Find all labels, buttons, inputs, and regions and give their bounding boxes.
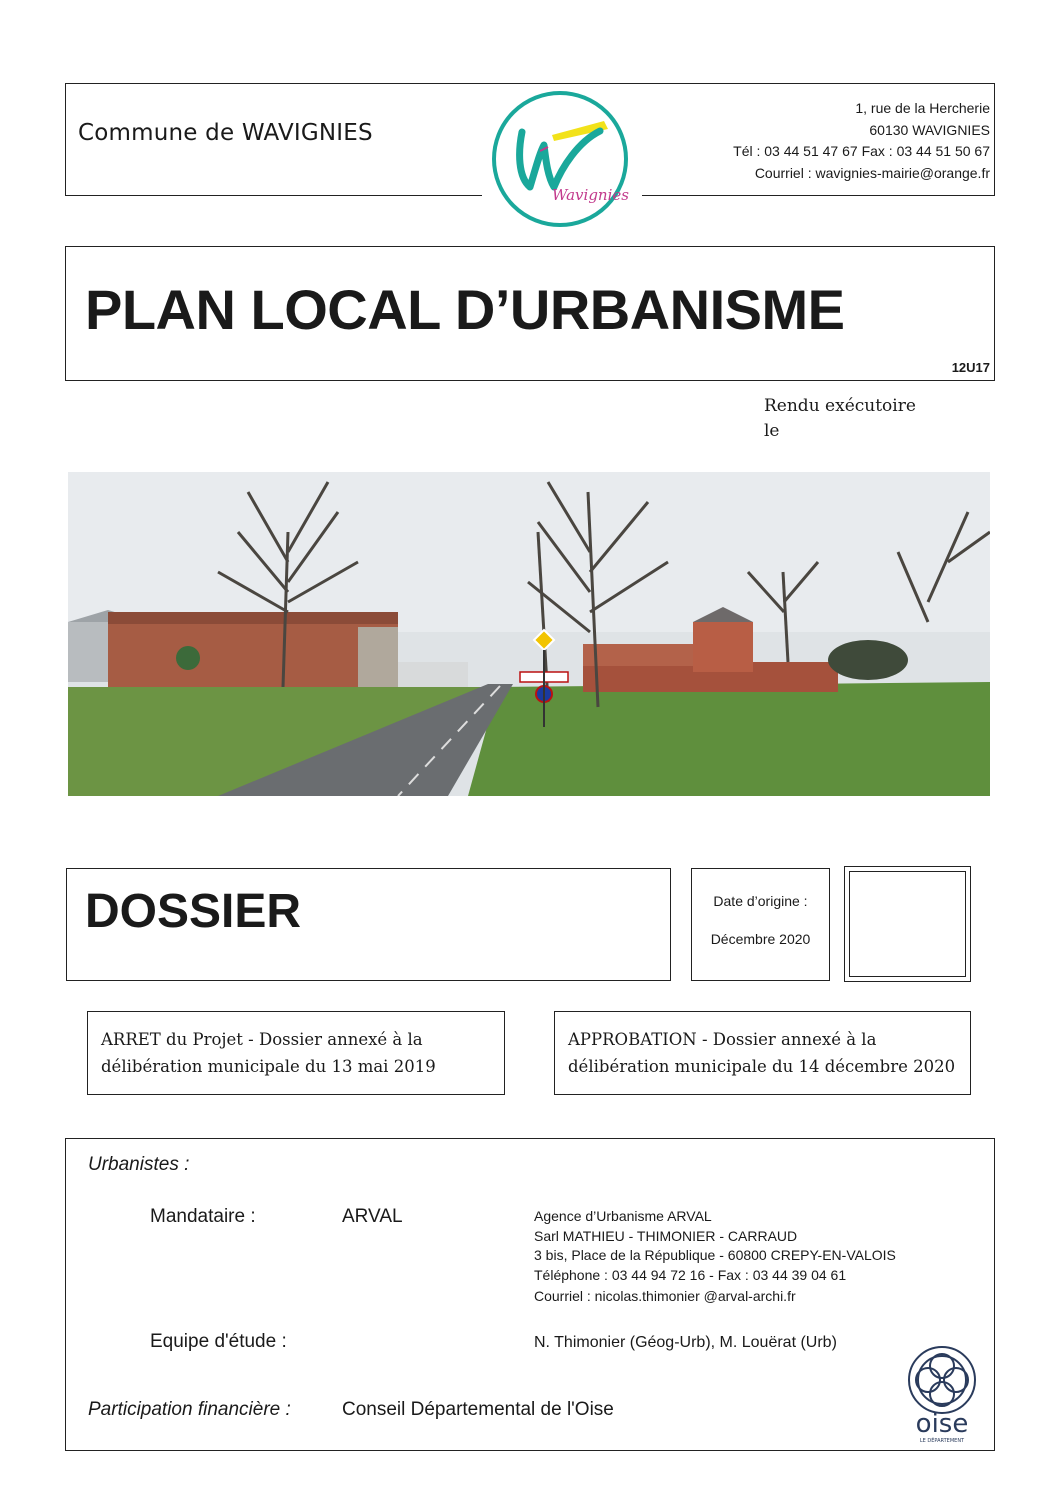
arret-line: délibération municipale du 13 mai 2019 xyxy=(101,1057,436,1076)
oise-logo-text: oise xyxy=(915,1409,969,1439)
approbation-line: APPROBATION - Dossier annexé à la xyxy=(568,1030,877,1049)
document-code: 12U17 xyxy=(951,360,990,375)
date-origine-box xyxy=(691,868,830,981)
mandataire-label: Mandataire : xyxy=(150,1206,256,1227)
agency-line: Agence d’Urbanisme ARVAL xyxy=(534,1208,712,1224)
approbation-text xyxy=(568,1026,955,1080)
dossier-label: DOSSIER xyxy=(85,885,302,938)
oise-logo xyxy=(900,1344,984,1444)
document-title: PLAN LOCAL D’URBANISME xyxy=(85,278,845,341)
village-photo xyxy=(68,472,990,796)
approbation-line: délibération municipale du 14 décembre 2020 xyxy=(568,1057,956,1076)
date-origine-value: Décembre 2020 xyxy=(710,931,811,947)
logo-text: Wavignies xyxy=(552,186,629,204)
commune-name: Commune de WAVIGNIES xyxy=(78,120,373,146)
stamp-inner-frame xyxy=(849,871,966,977)
agency-line: Sarl MATHIEU - THIMONIER - CARRAUD xyxy=(534,1227,798,1244)
financement-value: Conseil Départemental de l'Oise xyxy=(342,1399,614,1420)
equipe-label: Equipe d'étude : xyxy=(150,1331,287,1352)
address-line: 1, rue de la Hercherie xyxy=(855,100,990,116)
agency-details xyxy=(534,1207,896,1307)
rendu-label: Rendu exécutoire xyxy=(764,396,916,416)
urbanistes-heading: Urbanistes : xyxy=(88,1154,190,1175)
oise-logo-subtext: LE DÉPARTEMENT xyxy=(919,1438,965,1444)
arret-text xyxy=(101,1026,436,1080)
rendu-date-label: le xyxy=(764,421,780,441)
arret-line: ARRET du Projet - Dossier annexé à la xyxy=(101,1030,423,1049)
address-line: 60130 WAVIGNIES xyxy=(869,121,990,138)
date-origine-label: Date d’origine : xyxy=(713,893,808,909)
mairie-address xyxy=(733,98,990,184)
agency-email: Courriel : nicolas.thimonier @arval-archi.fr xyxy=(534,1288,796,1304)
arret-box xyxy=(87,1011,505,1095)
equipe-value: N. Thimonier (Géog-Urb), M. Louërat (Urb) xyxy=(534,1334,837,1351)
agency-line: Téléphone : 03 44 94 72 16 - Fax : 03 44 39 04 61 xyxy=(534,1266,847,1283)
agency-line: 3 bis, Place de la République - 60800 CREPY-EN-VALOIS xyxy=(534,1247,896,1263)
address-phone: Tél : 03 44 51 47 67 Fax : 03 44 51 50 67 xyxy=(733,143,990,159)
wavignies-logo xyxy=(482,87,642,237)
mandataire-value: ARVAL xyxy=(342,1206,403,1227)
approbation-box xyxy=(554,1011,971,1095)
address-email: Courriel : wavignies-mairie@orange.fr xyxy=(754,164,990,181)
rendu-executoire xyxy=(764,394,916,444)
financement-label: Participation financière : xyxy=(88,1399,291,1420)
